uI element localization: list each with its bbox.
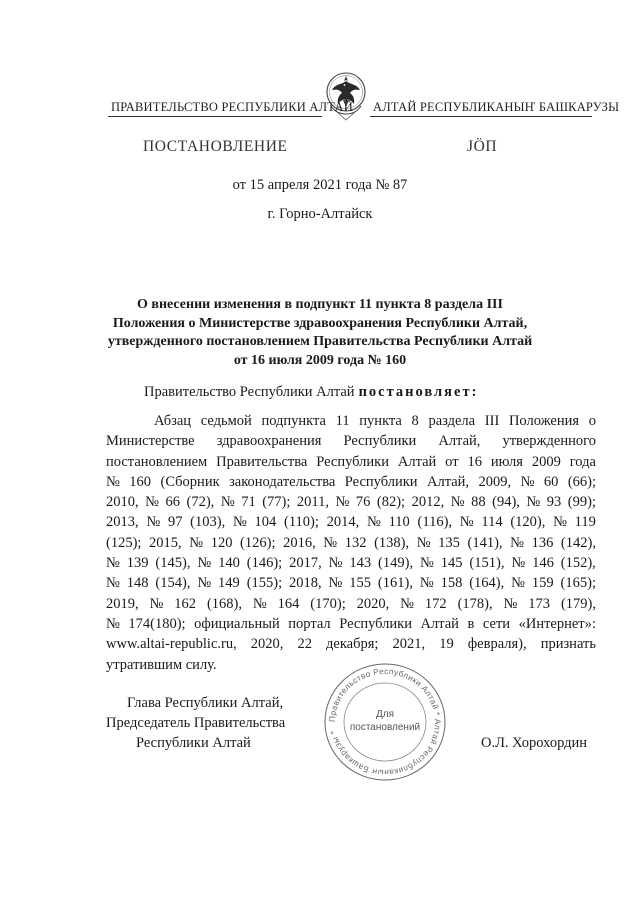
body-word: (170);: [310, 595, 346, 612]
header-rule-left: [108, 116, 322, 117]
body-word: (103),: [190, 514, 226, 531]
body-word: сети: [482, 615, 511, 632]
preamble: [144, 384, 478, 401]
stamp-center-line1: Для: [375, 709, 395, 720]
body-word: Положения: [508, 413, 580, 429]
body-line: [106, 614, 596, 634]
body-word: №: [146, 514, 161, 531]
date-number: от 15 апреля 2021 года № 87: [232, 177, 408, 193]
header-left-title: ПРАВИТЕЛЬСТВО РЕСПУБЛИКИ АЛТАЙ: [111, 100, 353, 114]
body-word: 97: [167, 514, 183, 531]
body-word: №: [149, 595, 164, 612]
body-line: [106, 573, 596, 593]
body-word: 2013,: [106, 514, 139, 531]
body-word: (82);: [376, 494, 406, 511]
body-word: 139: [126, 555, 149, 572]
body-word: 174(180);: [128, 615, 186, 632]
body-word: Республики: [339, 615, 412, 632]
body-word: 2016,: [283, 534, 316, 551]
body-word: Республики: [344, 473, 418, 490]
body-word: №: [419, 575, 434, 592]
body-word: 119: [574, 514, 596, 531]
body-word: 114: [481, 514, 503, 531]
body-word: официальный: [194, 615, 280, 632]
body-word: Алтай: [420, 615, 459, 632]
body-word: №: [450, 494, 465, 511]
body-word: 88: [471, 494, 486, 511]
body-word: №: [197, 555, 212, 572]
body-word: подпункта: [261, 413, 326, 429]
body-word: 2019,: [106, 595, 139, 612]
body-word: Республики: [343, 433, 417, 450]
body-line: [106, 452, 596, 472]
body-word: №: [526, 494, 541, 511]
body-word: 16: [467, 453, 482, 470]
body-paragraph: [106, 411, 596, 675]
body-line: [106, 492, 596, 512]
body-word: Правительства: [216, 453, 308, 470]
body-word: 2021,: [392, 636, 426, 653]
body-word: Министерстве: [106, 433, 195, 450]
body-word: портал: [288, 615, 331, 632]
body-word: (151),: [469, 555, 505, 572]
body-word: (72),: [186, 494, 215, 511]
body-word: Алтай: [397, 453, 437, 470]
title-line: Положения о Министерстве здравоохранения Республики Алтай,: [112, 315, 528, 331]
body-word: №: [328, 575, 343, 592]
body-word: №: [145, 494, 159, 511]
body-word: 2009,: [478, 473, 512, 490]
body-word: 143: [349, 555, 372, 572]
body-line: [106, 594, 596, 614]
doc-type-right: ЈӦП: [467, 138, 498, 155]
body-line: [106, 431, 596, 451]
body-word: 2011,: [296, 494, 329, 511]
body-word: (165);: [560, 575, 596, 592]
body-word: №: [189, 534, 204, 551]
body-word: законодательства: [229, 473, 336, 490]
body-word: №: [503, 595, 518, 612]
body-word: 22: [297, 636, 312, 653]
stamp-center-line2: постановлений: [349, 722, 421, 733]
body-word: (145),: [155, 555, 191, 572]
body-word: признать: [540, 636, 596, 653]
body-word: №: [220, 494, 235, 511]
body-word: 2014,: [326, 514, 360, 531]
body-word: 2015,: [149, 534, 182, 551]
body-word: (77);: [262, 494, 291, 511]
body-word: Алтай,: [426, 473, 470, 490]
body-word: (155);: [246, 575, 283, 592]
body-word: №: [106, 615, 120, 632]
signature-position-line1: Глава Республики Алтай,: [127, 695, 284, 711]
body-word: 146: [532, 555, 554, 572]
body-word: (164),: [469, 575, 505, 592]
body-word: 172: [424, 595, 447, 612]
body-word: февраля),: [467, 636, 527, 653]
body-word: 60: [543, 473, 559, 490]
body-word: 2009: [531, 453, 561, 470]
body-word: (110);: [284, 514, 319, 531]
body-word: в: [467, 615, 475, 632]
body-word: 11: [335, 413, 350, 429]
body-word: 132: [344, 534, 367, 551]
body-line: [106, 472, 596, 492]
body-word: постановлением: [106, 453, 208, 470]
body-word: 148: [126, 575, 149, 592]
body-word: июля: [490, 453, 523, 470]
body-word: №: [323, 534, 338, 551]
body-word: 160: [129, 473, 152, 490]
body-line: [106, 634, 596, 654]
body-line: [106, 533, 596, 553]
signature-position-line2: Председатель Правительства: [106, 715, 286, 731]
document-title: [100, 296, 540, 370]
body-word: 104: [254, 514, 277, 531]
body-word: Республики: [316, 453, 389, 470]
body-word: о: [588, 413, 596, 429]
body-word: 2017,: [289, 555, 322, 572]
body-word: III: [484, 413, 500, 429]
body-word: 135: [438, 534, 460, 551]
body-word: 2018,: [289, 575, 322, 592]
body-word: (120),: [510, 514, 546, 531]
body-word: 71: [241, 494, 256, 511]
body-word: здравоохранения: [216, 433, 322, 450]
title-line: О внесении изменения в подпункт 11 пункта 8 раздела III: [137, 297, 503, 312]
body-word: 173: [528, 595, 551, 612]
body-word: 2012,: [411, 494, 445, 511]
body-word: №: [459, 514, 474, 531]
body-word: №: [553, 514, 567, 531]
body-word: 19: [439, 636, 454, 653]
body-word: раздела: [428, 413, 476, 429]
preamble-text: Правительство Республики Алтай: [144, 384, 355, 400]
preamble-verb: постановляет:: [358, 384, 479, 400]
body-word: №: [520, 473, 535, 490]
body-word: (66);: [567, 473, 596, 490]
body-word: №: [335, 494, 350, 511]
body-word: седьмой: [200, 413, 252, 429]
body-word: №: [106, 555, 120, 572]
body-word: (154),: [155, 575, 191, 592]
body-word: 66: [165, 494, 180, 511]
body-word: пункта: [359, 413, 402, 429]
signatory-name: О.Л. Хорохордин: [481, 735, 588, 751]
body-word: (138),: [374, 534, 410, 551]
body-word: 140: [218, 555, 240, 572]
body-word: 8: [411, 413, 419, 429]
header-right-title: АЛТАЙ РЕСПУБЛИКАНЫҤ БАШКАРУЗЫ: [373, 100, 620, 114]
body-word: 110: [388, 514, 410, 531]
body-word: от: [445, 453, 459, 470]
body-word: 136: [531, 534, 554, 551]
body-word: №: [197, 575, 212, 592]
body-word: «Интернет»:: [518, 615, 596, 632]
body-word: (179),: [560, 595, 596, 612]
stamp-ring-text: Правительство Республики Алтай * Алтай Республиканыҥ Башкарузы *: [327, 666, 443, 778]
body-word: 158: [440, 575, 463, 592]
header-rule-right: [370, 116, 592, 117]
body-word: декабря;: [326, 636, 379, 653]
body-word: (125);: [106, 534, 142, 551]
body-word: www.altai-republic.ru,: [106, 636, 237, 653]
body-word: (94),: [492, 494, 520, 511]
body-word: №: [106, 473, 120, 490]
body-word: (141),: [467, 534, 503, 551]
body-word: (142),: [560, 534, 596, 551]
body-word: №: [232, 514, 247, 531]
body-word: утвержденного: [502, 433, 596, 450]
body-word: №: [367, 514, 381, 531]
body-line: [106, 553, 596, 573]
stamp-center-text: [345, 708, 425, 734]
body-word: (152),: [560, 555, 596, 572]
body-word: (168),: [206, 595, 242, 612]
body-word: 2010,: [106, 494, 139, 511]
doc-type-left: ПОСТАНОВЛЕНИЕ: [143, 138, 288, 155]
body-word: Алтай,: [438, 433, 481, 450]
body-word: 2020,: [250, 636, 284, 653]
body-word: №: [252, 595, 267, 612]
body-word: №: [511, 575, 525, 592]
body-word: 155: [349, 575, 372, 592]
body-word: утратившим силу.: [106, 656, 217, 673]
title-line: утвержденного постановлением Правительства Республики Алтай: [107, 334, 533, 349]
title-line: от 16 июля 2009 года № 160: [233, 352, 407, 368]
body-word: 120: [210, 534, 233, 551]
body-word: №: [420, 555, 434, 572]
body-word: года: [569, 453, 596, 470]
body-word: 76: [355, 494, 371, 511]
body-word: №: [510, 534, 524, 551]
body-line: [106, 411, 596, 431]
body-word: (126);: [240, 534, 276, 551]
signature-position-line3: Республики Алтай: [136, 735, 251, 751]
body-word: №: [106, 575, 120, 592]
body-word: №: [328, 555, 343, 572]
body-word: 2020,: [356, 595, 390, 612]
body-word: 93: [546, 494, 562, 511]
body-word: №: [416, 534, 431, 551]
body-word: 162: [174, 595, 197, 612]
body-word: (149),: [378, 555, 414, 572]
body-word: 159: [531, 575, 554, 592]
body-word: (161),: [377, 575, 413, 592]
body-word: (116),: [417, 514, 453, 531]
body-word: (146);: [246, 555, 283, 572]
body-word: №: [400, 595, 415, 612]
body-line: [106, 512, 596, 532]
body-word: (178),: [457, 595, 493, 612]
city: г. Горно-Алтайск: [267, 206, 373, 222]
body-word: (Сборник: [160, 473, 220, 490]
body-word: 145: [440, 555, 463, 572]
body-word: 164: [277, 595, 300, 612]
body-word: 149: [218, 575, 240, 592]
body-word: (99);: [567, 494, 596, 511]
body-word: №: [511, 555, 526, 572]
body-word: Абзац: [154, 413, 192, 429]
